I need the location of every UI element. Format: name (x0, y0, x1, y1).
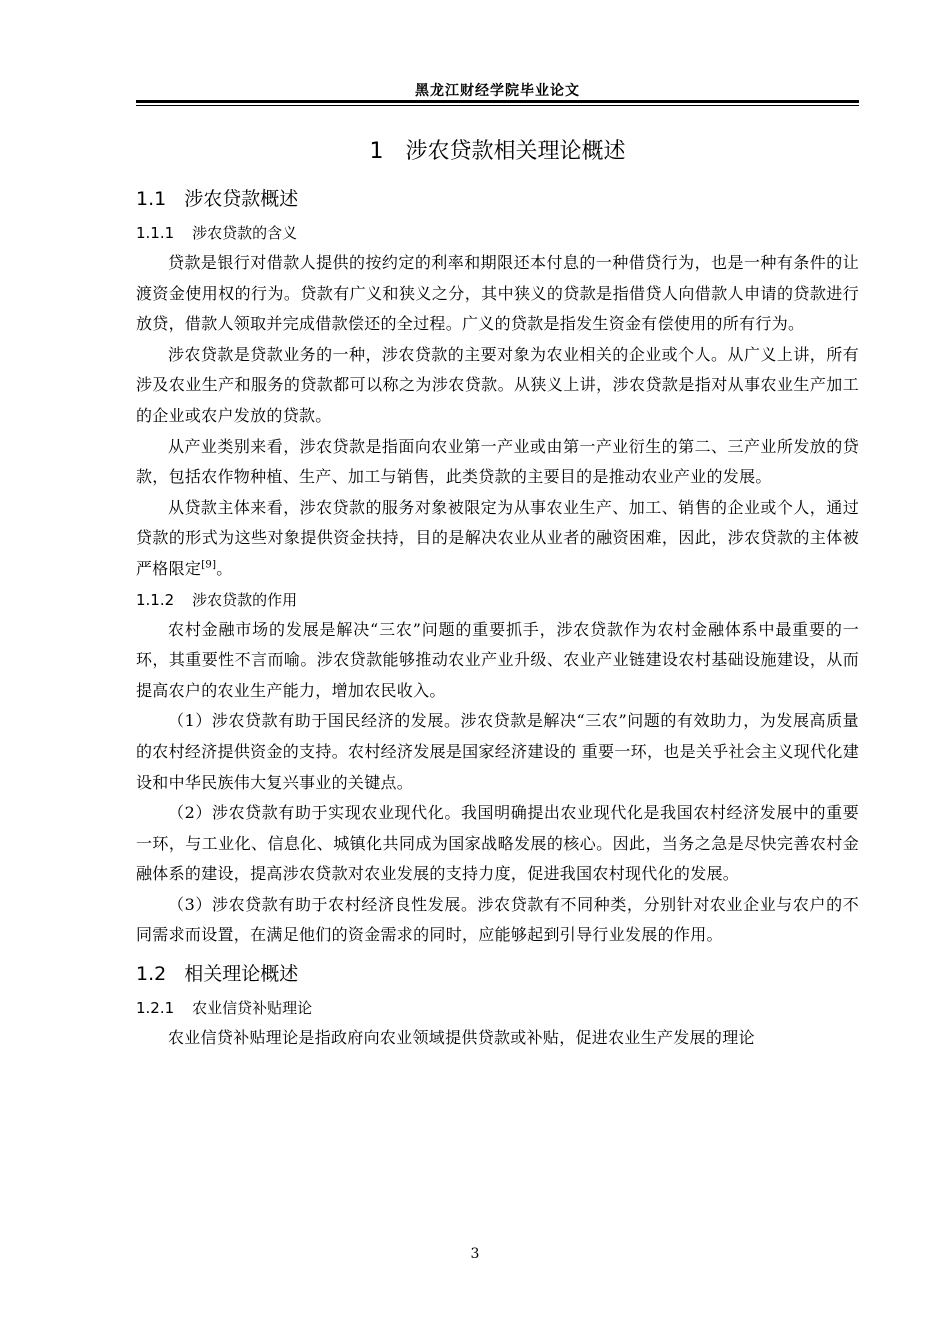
running-header: 黑龙江财经学院毕业论文 (415, 83, 580, 99)
paragraph-end: 。 (216, 558, 233, 578)
subsection-title: 涉农贷款的作用 (192, 590, 298, 609)
section-title: 涉农贷款概述 (184, 188, 299, 210)
paragraph: （3）涉农贷款有助于农村经济良性发展。涉农贷款有不同种类，分别针对农业企业与农户的不同需求而设置，在满足他们的资金需求的同时，应能够起到引导行业发展的作用。 (136, 894, 859, 945)
subsection-heading-1-2-1 (136, 993, 859, 1023)
paragraph: 涉农贷款是贷款业务的一种，涉农贷款的主要对象为农业相关的企业或个人。从广义上讲，所有涉及农业生产和服务的贷款都可以称之为涉农贷款。从狭义上讲，涉农贷款是指对从事农业生产加工的企业或农户发放的贷款。 (136, 344, 859, 425)
chapter-title: 涉农贷款相关理论概述 (405, 139, 626, 164)
citation-mark: [9] (201, 559, 217, 571)
subsection-title: 涉农贷款的含义 (192, 224, 298, 242)
paragraph: 贷款是银行对借款人提供的按约定的利率和期限还本付息的一种借贷行为，也是一种有条件的让渡资金使用权的行为。贷款有广义和狭义之分，其中狭义的贷款是指借贷人向借款人申请的贷款进行放贷，借款人领取并完成借款偿还的全过程。广义的贷款是指发生资金有偿使用的所有行为。 (136, 253, 859, 334)
subsection-number: 1.1.2 (136, 590, 175, 609)
paragraph: （1）涉农贷款有助于国民经济的发展。涉农贷款是解决“三农”问题的有效助力，为发展高质量的农村经济提供资金的支持。农村经济发展是国家经济建设的 重要一环，也是关乎社会主义现代化建设和中华民族伟大复兴事业的关键点。 (136, 711, 859, 792)
chapter-number: 1 (369, 139, 384, 164)
paragraph-text: 从贷款主体来看，涉农贷款的服务对象被限定为从事农业生产、加工、销售的企业或个人，通过贷款的形式为这些对象提供资金扶持，目的是解决农业从业者的融资困难，因此，涉农贷款的主体被严格限定 (136, 497, 859, 578)
subsection-title: 农业信贷补贴理论 (192, 999, 313, 1018)
section-number: 1.1 (136, 188, 167, 210)
subsection-heading-1-1-1 (136, 218, 859, 248)
header-rule-thick (136, 100, 859, 103)
paragraph: 从产业类别来看，涉农贷款是指面向农业第一产业或由第一产业衍生的第二、三产业所发放的贷款，包括农作物种植、生产、加工与销售，此类贷款的主要目的是推动农业产业的发展。 (136, 436, 859, 487)
paragraph: （2）涉农贷款有助于实现农业现代化。我国明确提出农业现代化是我国农村经济发展中的重要一环，与工业化、信息化、城镇化共同成为国家战略发展的核心。因此，当务之急是尽快完善农村金融体系的建设，提高涉农贷款对农业发展的支持力度，促进我国农村现代化的发展。 (136, 803, 859, 884)
section-heading-1-2 (136, 955, 859, 993)
section-number: 1.2 (136, 963, 167, 986)
section-title: 相关理论概述 (184, 963, 299, 986)
subsection-heading-1-1-2 (136, 585, 859, 615)
paragraph: 农村金融市场的发展是解决“三农”问题的重要抓手，涉农贷款作为农村金融体系中最重要的一环，其重要性不言而喻。涉农贷款能够推动农业产业升级、农业产业链建设农村基础设施建设，从而提高农户的农业生产能力，增加农民收入。 (136, 619, 859, 700)
chapter-heading (136, 128, 859, 176)
header-rule-thin (136, 105, 859, 106)
page-content (136, 128, 859, 1054)
paragraph-with-citation (136, 493, 859, 585)
paragraph: 农业信贷补贴理论是指政府向农业领域提供贷款或补贴，促进农业生产发展的理论 (168, 1028, 755, 1048)
subsection-number: 1.2.1 (136, 999, 175, 1018)
page-number: 3 (470, 1246, 480, 1262)
section-heading-1-1 (136, 180, 859, 218)
subsection-number: 1.1.1 (136, 224, 175, 242)
